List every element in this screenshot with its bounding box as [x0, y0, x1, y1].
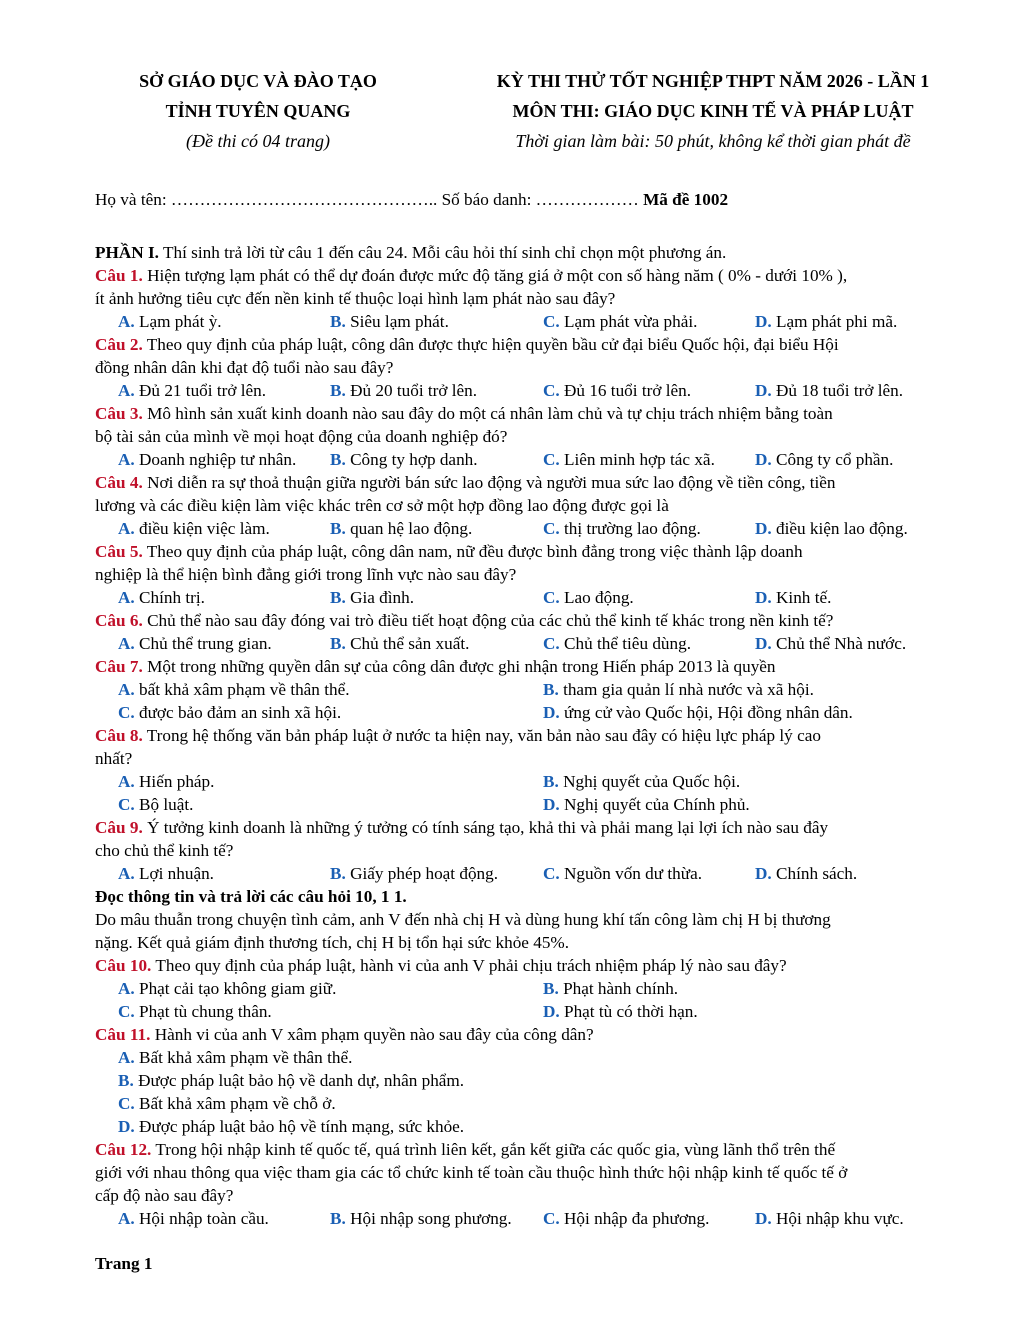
options-row [95, 862, 975, 885]
question-text: Ý tưởng kinh doanh là những ý tưởng có tính sáng tạo, khả thi và phải mang lại lợi ích nào sau đây [142, 818, 829, 837]
answer-option [118, 1000, 272, 1023]
question-text: nhất? [95, 749, 133, 768]
option-letter: D. [755, 450, 772, 469]
option-letter: C. [543, 381, 560, 400]
option-text: Công ty hợp danh. [345, 450, 478, 469]
question-line [95, 494, 975, 517]
options-row [95, 678, 975, 701]
time-note: Thời gian làm bài: 50 phút, không kể thời gian phát đề [515, 131, 911, 151]
option-text: Chính sách. [771, 864, 858, 883]
option-text: Hội nhập khu vực. [771, 1209, 904, 1228]
answer-option [755, 517, 908, 540]
question-number: Câu 2. [95, 335, 143, 354]
answer-option [330, 1207, 512, 1230]
option-text: Bất khả xâm phạm về thân thể. [134, 1048, 353, 1067]
question-line [95, 1023, 975, 1046]
option-text: được bảo đảm an sinh xã hội. [134, 703, 342, 722]
option-text: ứng cử vào Quốc hội, Hội đồng nhân dân. [559, 703, 853, 722]
exam-body [95, 241, 975, 1230]
answer-option [755, 862, 857, 885]
answer-option [755, 310, 897, 333]
reading-title: Đọc thông tin và trả lời các câu hỏi 10, 1 1. [95, 887, 407, 906]
option-letter: A. [118, 1048, 135, 1067]
reading-line-1: Do mâu thuẫn trong chuyện tình cảm, anh V đến nhà chị H và dùng hung khí tấn công làm chị H bị thương [95, 910, 831, 929]
answer-option [330, 632, 469, 655]
option-letter: A. [118, 634, 135, 653]
answer-option [118, 1092, 336, 1115]
option-letter: C. [118, 1002, 135, 1021]
answer-option [543, 793, 750, 816]
answer-option [118, 862, 214, 885]
option-letter: A. [118, 588, 135, 607]
option-letter: D. [543, 795, 560, 814]
option-letter: C. [543, 1209, 560, 1228]
option-text: Hội nhập toàn cầu. [134, 1209, 269, 1228]
answer-option [118, 310, 222, 333]
option-letter: C. [118, 1094, 135, 1113]
answer-option [543, 1000, 698, 1023]
question-text: nghiệp là thể hiện bình đẳng giới trong lĩnh vực nào sau đây? [95, 565, 517, 584]
question-line [95, 747, 975, 770]
page-footer: Trang 1 [95, 1254, 153, 1273]
option-letter: B. [330, 381, 346, 400]
question-text: Nơi diễn ra sự thoả thuận giữa người bán sức lao động và người mua sức lao động về tiền công, tiền [142, 473, 836, 492]
options-row [95, 1207, 975, 1230]
question-line [95, 954, 975, 977]
option-text: Gia đình. [345, 588, 415, 607]
option-text: Đủ 18 tuổi trở lên. [771, 381, 904, 400]
question-line [95, 609, 975, 632]
option-letter: C. [118, 795, 135, 814]
reading-line-2: nặng. Kết quả giám định thương tích, chị H bị tổn hại sức khỏe 45%. [95, 933, 570, 952]
subject-title: MÔN THI: GIÁO DỤC KINH TẾ VÀ PHÁP LUẬT [512, 101, 914, 121]
answer-option [543, 448, 715, 471]
option-text: quan hệ lao động. [345, 519, 473, 538]
part-instruction [95, 241, 975, 264]
option-letter: D. [755, 588, 772, 607]
question-number: Câu 11. [95, 1025, 151, 1044]
header-right [448, 66, 978, 156]
options-row [95, 448, 975, 471]
answer-option [118, 1046, 352, 1069]
option-text: Đủ 21 tuổi trở lên. [134, 381, 267, 400]
option-letter: D. [118, 1117, 135, 1136]
question-text: Theo quy định của pháp luật, công dân được thực hiện quyền bầu cử đại biểu Quốc hội, đại biểu Hội [142, 335, 839, 354]
answer-option [543, 310, 697, 333]
answer-option [118, 586, 205, 609]
option-letter: A. [118, 864, 135, 883]
answer-option [330, 862, 498, 885]
options-row [95, 793, 975, 816]
question-text: Mô hình sản xuất kinh doanh nào sau đây do một cá nhân làm chủ và tự chịu trách nhiệm bằng toàn [142, 404, 833, 423]
question-block-2 [95, 954, 975, 1230]
options-row [95, 770, 975, 793]
option-text: tham gia quản lí nhà nước và xã hội. [558, 680, 814, 699]
option-text: Lạm phát ỳ. [134, 312, 222, 331]
options-row [95, 1069, 975, 1092]
province-name: TỈNH TUYÊN QUANG [165, 101, 351, 121]
option-letter: A. [118, 772, 135, 791]
answer-option [118, 1115, 464, 1138]
question-number: Câu 6. [95, 611, 143, 630]
question-text: Hành vi của anh V xâm phạm quyền nào sau đây của công dân? [150, 1025, 594, 1044]
option-text: Nguồn vốn dư thừa. [559, 864, 702, 883]
option-text: Hội nhập song phương. [345, 1209, 512, 1228]
question-block-1 [95, 264, 975, 885]
question-line [95, 264, 975, 287]
option-letter: B. [330, 312, 346, 331]
answer-option [118, 701, 341, 724]
option-text: Chủ thể Nhà nước. [771, 634, 907, 653]
option-text: điều kiện việc làm. [134, 519, 270, 538]
question-text: ít ảnh hưởng tiêu cực đến nền kinh tế thuộc loại hình lạm phát nào sau đây? [95, 289, 616, 308]
option-text: Đủ 16 tuổi trở lên. [559, 381, 692, 400]
question-line [95, 839, 975, 862]
option-text: Lạm phát phi mã. [771, 312, 898, 331]
answer-option [755, 632, 906, 655]
answer-option [330, 517, 472, 540]
option-letter: B. [543, 772, 559, 791]
question-text: Chủ thể nào sau đây đóng vai trò điều tiết hoạt động của các chủ thể kinh tế khác trong nền kinh tế? [142, 611, 834, 630]
answer-option [118, 977, 336, 1000]
header-left [88, 66, 428, 156]
question-number: Câu 3. [95, 404, 143, 423]
option-text: Được pháp luật bảo hộ về tính mạng, sức khỏe. [134, 1117, 465, 1136]
answer-option [543, 1207, 709, 1230]
question-text: lương và các điều kiện làm việc khác trên cơ sở một hợp đồng lao động được gọi là [95, 496, 669, 515]
options-row [95, 310, 975, 333]
option-letter: B. [330, 588, 346, 607]
answer-option [330, 379, 477, 402]
option-letter: A. [118, 680, 135, 699]
question-line [95, 1138, 975, 1161]
option-text: Đủ 20 tuổi trở lên. [345, 381, 478, 400]
option-text: Chủ thể trung gian. [134, 634, 272, 653]
answer-option [330, 310, 449, 333]
option-letter: B. [543, 680, 559, 699]
option-text: Lợi nhuận. [134, 864, 214, 883]
option-text: Được pháp luật bảo hộ về danh dự, nhân phẩm. [133, 1071, 465, 1090]
student-info-line [95, 188, 975, 211]
question-line [95, 402, 975, 425]
option-text: Phạt tù có thời hạn. [559, 1002, 698, 1021]
department-name: SỞ GIÁO DỤC VÀ ĐÀO TẠO [139, 71, 377, 91]
answer-option [755, 448, 893, 471]
answer-option [330, 586, 414, 609]
options-row [95, 1046, 975, 1069]
exam-code: Mã đề 1002 [643, 190, 729, 209]
question-number: Câu 1. [95, 266, 143, 285]
option-letter: C. [543, 588, 560, 607]
answer-option [330, 448, 478, 471]
answer-option [543, 977, 678, 1000]
option-text: thị trường lao động. [559, 519, 701, 538]
question-line [95, 724, 975, 747]
question-number: Câu 5. [95, 542, 143, 561]
option-text: Công ty cổ phần. [771, 450, 894, 469]
options-row [95, 1000, 975, 1023]
question-number: Câu 10. [95, 956, 152, 975]
question-text: cho chủ thể kinh tế? [95, 841, 234, 860]
option-letter: D. [755, 634, 772, 653]
option-letter: C. [543, 634, 560, 653]
question-line [95, 1184, 975, 1207]
question-text: Trong hội nhập kinh tế quốc tế, quá trình liên kết, gắn kết giữa các quốc gia, vùng lãnh thổ trên thế [151, 1140, 836, 1159]
option-letter: C. [543, 450, 560, 469]
answer-option [118, 632, 272, 655]
option-text: Lạm phát vừa phải. [559, 312, 698, 331]
options-row [95, 1092, 975, 1115]
options-row [95, 517, 975, 540]
page-count-note: (Đề thi có 04 trang) [186, 131, 330, 151]
option-text: Hội nhập đa phương. [559, 1209, 710, 1228]
question-line [95, 540, 975, 563]
option-text: Giấy phép hoạt động. [345, 864, 499, 883]
option-letter: A. [118, 450, 135, 469]
option-text: Chủ thể sản xuất. [345, 634, 470, 653]
answer-option [543, 517, 701, 540]
question-line [95, 816, 975, 839]
options-row [95, 379, 975, 402]
option-letter: C. [543, 519, 560, 538]
question-line [95, 563, 975, 586]
option-text: Chính trị. [134, 588, 205, 607]
question-number: Câu 4. [95, 473, 143, 492]
option-letter: D. [755, 1209, 772, 1228]
option-text: điều kiện lao động. [771, 519, 908, 538]
option-letter: D. [755, 312, 772, 331]
answer-option [755, 1207, 904, 1230]
answer-option [118, 678, 350, 701]
option-letter: B. [543, 979, 559, 998]
exam-title: KỲ THI THỬ TỐT NGHIỆP THPT NĂM 2026 - LẦN 1 [496, 71, 930, 91]
name-id-label: Họ và tên: ……………………………………….. Số báo danh: ……………… [95, 190, 644, 209]
options-row [95, 586, 975, 609]
option-text: Siêu lạm phát. [345, 312, 449, 331]
question-line [95, 287, 975, 310]
option-letter: D. [755, 381, 772, 400]
answer-option [118, 1207, 269, 1230]
option-letter: A. [118, 312, 135, 331]
options-row [95, 632, 975, 655]
option-text: Kinh tế. [771, 588, 832, 607]
options-row [95, 977, 975, 1000]
part-instruction-text: Thí sinh trả lời từ câu 1 đến câu 24. Mỗi câu hỏi thí sinh chỉ chọn một phương án. [158, 243, 727, 262]
question-text: Theo quy định của pháp luật, hành vi của anh V phải chịu trách nhiệm pháp lý nào sau đây? [151, 956, 787, 975]
question-line [95, 356, 975, 379]
option-letter: B. [330, 519, 346, 538]
option-text: Nghị quyết của Chính phủ. [559, 795, 750, 814]
question-number: Câu 12. [95, 1140, 152, 1159]
option-letter: D. [543, 703, 560, 722]
option-letter: C. [543, 312, 560, 331]
option-text: Doanh nghiệp tư nhân. [134, 450, 297, 469]
option-text: bất khả xâm phạm về thân thể. [134, 680, 350, 699]
option-text: Phạt tù chung thân. [134, 1002, 272, 1021]
question-text: giới với nhau thông qua việc tham gia các tổ chức kinh tế toàn cầu thuộc hình thức hội nhập kinh tế quốc tế ở [95, 1163, 848, 1182]
answer-option [543, 586, 634, 609]
answer-option [118, 517, 270, 540]
part-title: PHẦN I. [95, 243, 159, 262]
answer-option [118, 770, 214, 793]
question-line [95, 655, 975, 678]
answer-option [543, 701, 853, 724]
option-letter: B. [330, 1209, 346, 1228]
answer-option [118, 448, 296, 471]
option-letter: B. [330, 634, 346, 653]
option-letter: C. [543, 864, 560, 883]
answer-option [118, 379, 266, 402]
option-letter: B. [330, 450, 346, 469]
answer-option [543, 678, 814, 701]
answer-option [118, 1069, 464, 1092]
option-letter: B. [118, 1071, 134, 1090]
question-line [95, 1161, 975, 1184]
option-letter: A. [118, 519, 135, 538]
option-text: Lao động. [559, 588, 634, 607]
options-row [95, 701, 975, 724]
question-text: Trong hệ thống văn bản pháp luật ở nước ta hiện nay, văn bản nào sau đây có hiệu lực pháp lý cao [142, 726, 821, 745]
option-letter: D. [543, 1002, 560, 1021]
question-text: cấp độ nào sau đây? [95, 1186, 234, 1205]
question-line [95, 425, 975, 448]
answer-option [755, 379, 903, 402]
question-number: Câu 7. [95, 657, 143, 676]
question-text: bộ tài sản của mình về mọi hoạt động của doanh nghiệp đó? [95, 427, 508, 446]
answer-option [755, 586, 831, 609]
question-line [95, 333, 975, 356]
option-text: Chủ thể tiêu dùng. [559, 634, 692, 653]
answer-option [543, 379, 691, 402]
question-number: Câu 9. [95, 818, 143, 837]
option-text: Bất khả xâm phạm về chỗ ở. [134, 1094, 336, 1113]
question-text: đồng nhân dân khi đạt độ tuổi nào sau đây? [95, 358, 394, 377]
question-text: Một trong những quyền dân sự của công dân được ghi nhận trong Hiến pháp 2013 là quyền [142, 657, 776, 676]
option-letter: D. [755, 519, 772, 538]
option-letter: A. [118, 1209, 135, 1228]
options-row [95, 1115, 975, 1138]
option-text: Nghị quyết của Quốc hội. [558, 772, 741, 791]
question-text: Theo quy định của pháp luật, công dân nam, nữ đều được bình đẳng trong việc thành lập doanh [142, 542, 803, 561]
option-text: Phạt cải tạo không giam giữ. [134, 979, 337, 998]
question-line [95, 471, 975, 494]
answer-option [543, 632, 691, 655]
option-text: Hiến pháp. [134, 772, 215, 791]
option-text: Liên minh hợp tác xã. [559, 450, 715, 469]
option-letter: D. [755, 864, 772, 883]
option-letter: C. [118, 703, 135, 722]
answer-option [543, 862, 702, 885]
answer-option [543, 770, 740, 793]
answer-option [118, 793, 193, 816]
option-letter: B. [330, 864, 346, 883]
question-number: Câu 8. [95, 726, 143, 745]
question-text: Hiện tượng lạm phát có thể dự đoán được mức độ tăng giá ở một con số hàng năm ( 0% - dưới 10% ), [142, 266, 848, 285]
option-letter: A. [118, 381, 135, 400]
option-letter: A. [118, 979, 135, 998]
option-text: Phạt hành chính. [558, 979, 679, 998]
option-text: Bộ luật. [134, 795, 194, 814]
